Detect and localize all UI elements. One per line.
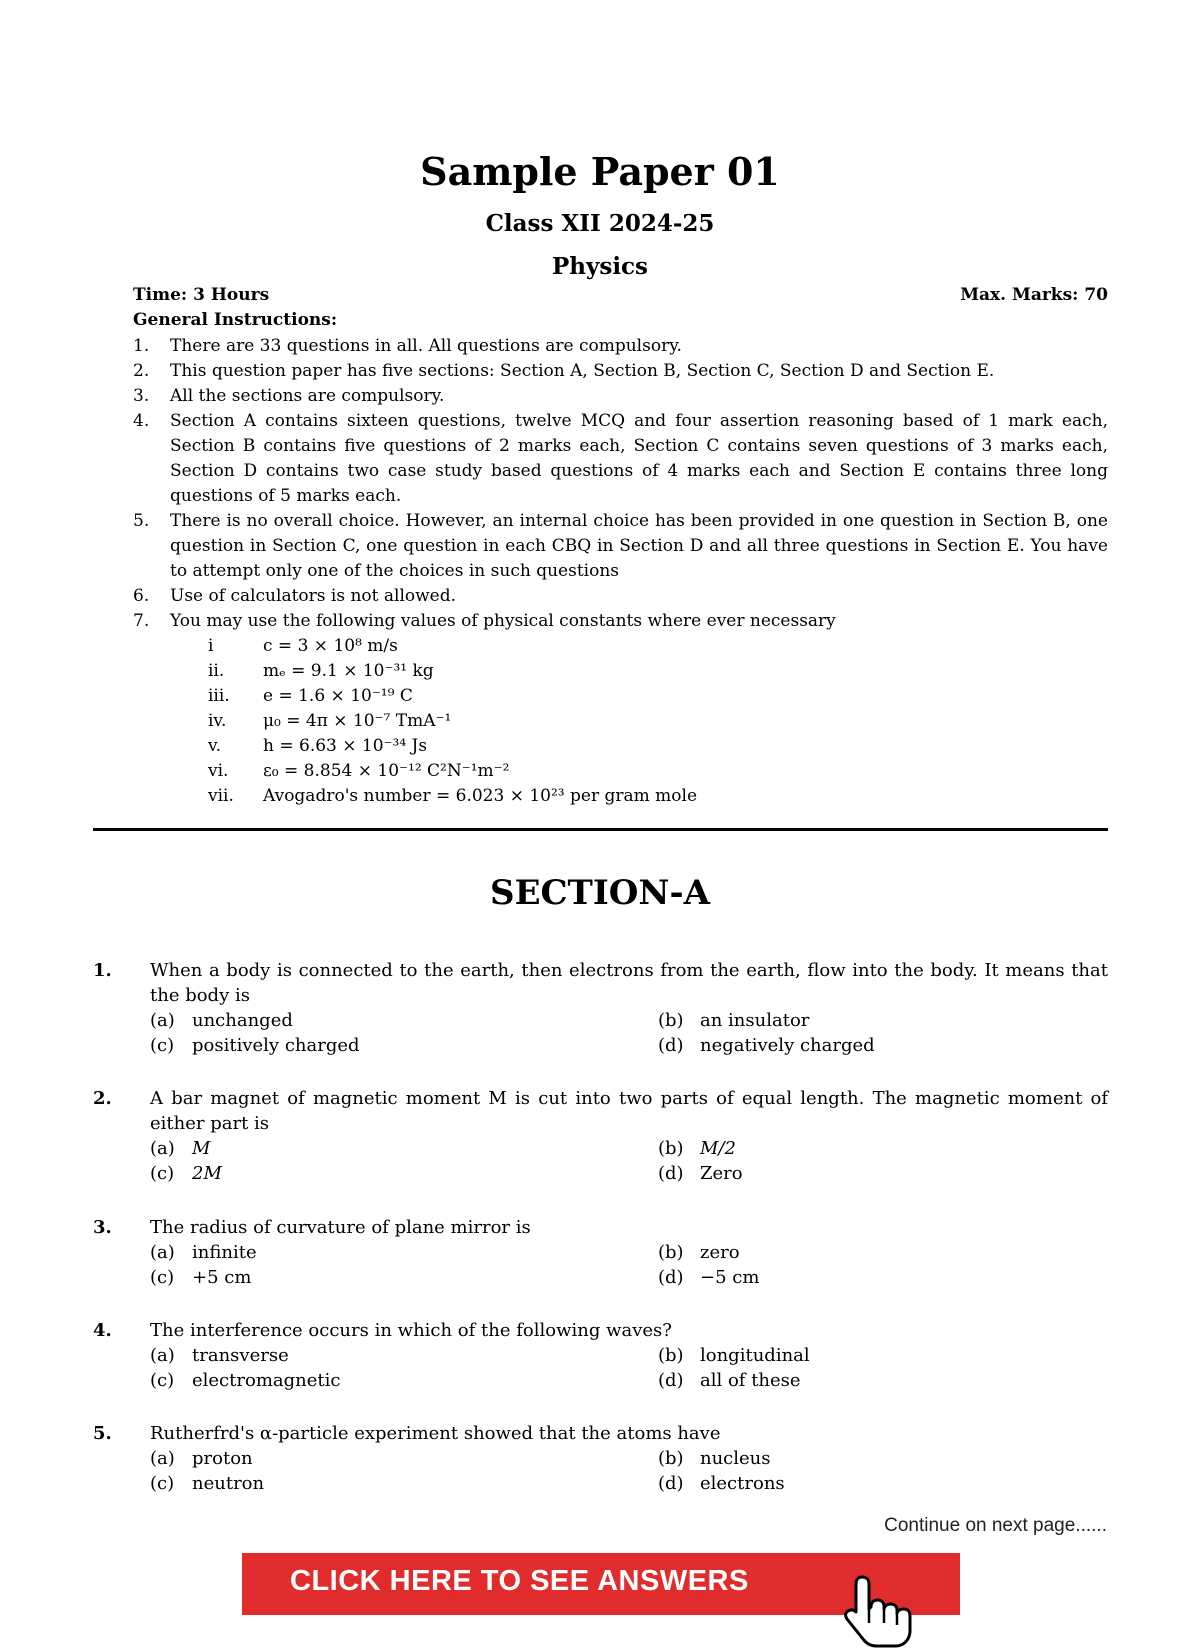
instruction-text: There is no overall choice. However, an internal choice has been provided in one question in Section B, one question in Section C, one question in each CBQ in Section D and all three questions in Section E. You have to attempt only one of the choices in such questions — [170, 511, 1108, 581]
question-2 — [93, 1086, 1108, 1186]
instruction-item — [133, 609, 1108, 634]
instruction-item — [133, 334, 1108, 359]
option-b: (b) an insulator — [658, 1010, 810, 1031]
instruction-item — [133, 509, 1108, 584]
instruction-text: This question paper has five sections: Section A, Section B, Section C, Section D and Section E. — [170, 361, 995, 381]
question-1 — [93, 958, 1108, 1058]
paper-title: Sample Paper 01 — [420, 149, 780, 194]
options-grid — [150, 1008, 1108, 1058]
question-text: The interference occurs in which of the following waves? — [150, 1320, 672, 1341]
instruction-number: 6. — [133, 586, 150, 606]
instruction-number: 7. — [133, 611, 150, 631]
see-answers-label: CLICK HERE TO SEE ANSWERS — [290, 1565, 749, 1597]
option-d: (d) negatively charged — [658, 1035, 875, 1056]
class-line: Class XII 2024-25 — [485, 210, 715, 237]
instruction-number: 3. — [133, 386, 150, 406]
constant-number: v. — [208, 736, 221, 756]
option-c: (c) positively charged — [150, 1035, 360, 1056]
option-c: (c) +5 cm — [150, 1267, 252, 1288]
option-b: (b) longitudinal — [658, 1345, 810, 1366]
option-d: (d) −5 cm — [658, 1267, 760, 1288]
options-grid — [150, 1446, 1108, 1496]
question-text: When a body is connected to the earth, then electrons from the earth, flow into the body. It means that the body is — [150, 960, 1108, 1006]
constant-item — [208, 634, 697, 659]
constant-number: vii. — [208, 786, 234, 806]
instruction-text: Use of calculators is not allowed. — [170, 586, 457, 606]
constant-item — [208, 784, 697, 809]
time-label: Time: 3 Hours — [133, 285, 270, 305]
constant-value: e = 1.6 × 10⁻¹⁹ C — [263, 686, 413, 706]
question-number: 5. — [93, 1423, 112, 1444]
constant-value: Avogadro's number = 6.023 × 10²³ per gram mole — [263, 786, 698, 806]
question-text: The radius of curvature of plane mirror is — [150, 1217, 531, 1238]
option-a: (a) proton — [150, 1448, 253, 1469]
question-number: 3. — [93, 1217, 112, 1238]
constant-value: h = 6.63 × 10⁻³⁴ Js — [263, 736, 428, 756]
instruction-text: You may use the following values of physical constants where ever necessary — [170, 611, 836, 631]
instruction-number: 2. — [133, 361, 150, 381]
instruction-item — [133, 384, 1108, 409]
question-number: 2. — [93, 1088, 112, 1109]
constant-value: mₑ = 9.1 × 10⁻³¹ kg — [263, 661, 434, 681]
options-grid — [150, 1343, 1108, 1393]
option-c: (c) 2M — [150, 1163, 222, 1184]
option-d: (d) Zero — [658, 1163, 743, 1184]
instruction-item — [133, 359, 1108, 384]
section-divider — [93, 828, 1108, 831]
option-b: (b) M/2 — [658, 1138, 736, 1159]
option-c: (c) neutron — [150, 1473, 265, 1494]
question-number: 4. — [93, 1320, 112, 1341]
option-c: (c) electromagnetic — [150, 1370, 341, 1391]
option-b: (b) zero — [658, 1242, 740, 1263]
constant-number: iv. — [208, 711, 227, 731]
option-a: (a) infinite — [150, 1242, 257, 1263]
constant-value: c = 3 × 10⁸ m/s — [263, 636, 398, 656]
section-heading: SECTION-A — [490, 873, 710, 913]
instruction-text: Section A contains sixteen questions, twelve MCQ and four assertion reasoning based of 1 mark each, Section B contains five questions of 2 marks each, Section C contains seven questions of 3 marks each, Section D contains two case study based questions of 4 marks each and Section E contains three long questions of 5 marks each. — [170, 411, 1108, 506]
instruction-text: All the sections are compulsory. — [170, 386, 445, 406]
instruction-number: 1. — [133, 336, 150, 356]
instruction-text: There are 33 questions in all. All questions are compulsory. — [170, 336, 682, 356]
instruction-item — [133, 409, 1108, 509]
option-a: (a) transverse — [150, 1345, 289, 1366]
constant-item — [208, 659, 697, 684]
instruction-item — [133, 584, 1108, 609]
question-text: A bar magnet of magnetic moment M is cut into two parts of equal length. The magnetic moment of either part is — [150, 1088, 1108, 1134]
constant-item — [208, 759, 697, 784]
constant-item — [208, 684, 697, 709]
option-b: (b) nucleus — [658, 1448, 771, 1469]
instructions-list — [133, 334, 1108, 634]
constant-number: vi. — [208, 761, 229, 781]
options-grid — [150, 1240, 1108, 1290]
continue-note: Continue on next page...... — [884, 1515, 1107, 1536]
constant-number: ii. — [208, 661, 225, 681]
option-d: (d) all of these — [658, 1370, 801, 1391]
constant-value: μ₀ = 4π × 10⁻⁷ TmA⁻¹ — [263, 711, 452, 731]
instruction-number: 5. — [133, 511, 150, 531]
question-4 — [93, 1318, 1108, 1393]
option-d: (d) electrons — [658, 1473, 785, 1494]
constant-item — [208, 734, 697, 759]
constants-list — [208, 634, 697, 809]
option-a: (a) M — [150, 1138, 211, 1159]
instructions-heading: General Instructions: — [133, 310, 338, 330]
options-grid — [150, 1136, 1108, 1186]
constant-value: ε₀ = 8.854 × 10⁻¹² C²N⁻¹m⁻² — [263, 761, 510, 781]
question-5 — [93, 1421, 1108, 1496]
option-a: (a) unchanged — [150, 1010, 293, 1031]
constant-item — [208, 709, 697, 734]
question-number: 1. — [93, 960, 112, 981]
question-text: Rutherfrd's α-particle experiment showed that the atoms have — [150, 1423, 721, 1444]
max-marks-label: Max. Marks: 70 — [960, 285, 1108, 305]
subject-line: Physics — [551, 253, 649, 280]
constant-number: i — [208, 636, 214, 656]
question-3 — [93, 1215, 1108, 1290]
constant-number: iii. — [208, 686, 230, 706]
instruction-number: 4. — [133, 411, 150, 431]
hand-pointer-icon — [840, 1573, 915, 1650]
